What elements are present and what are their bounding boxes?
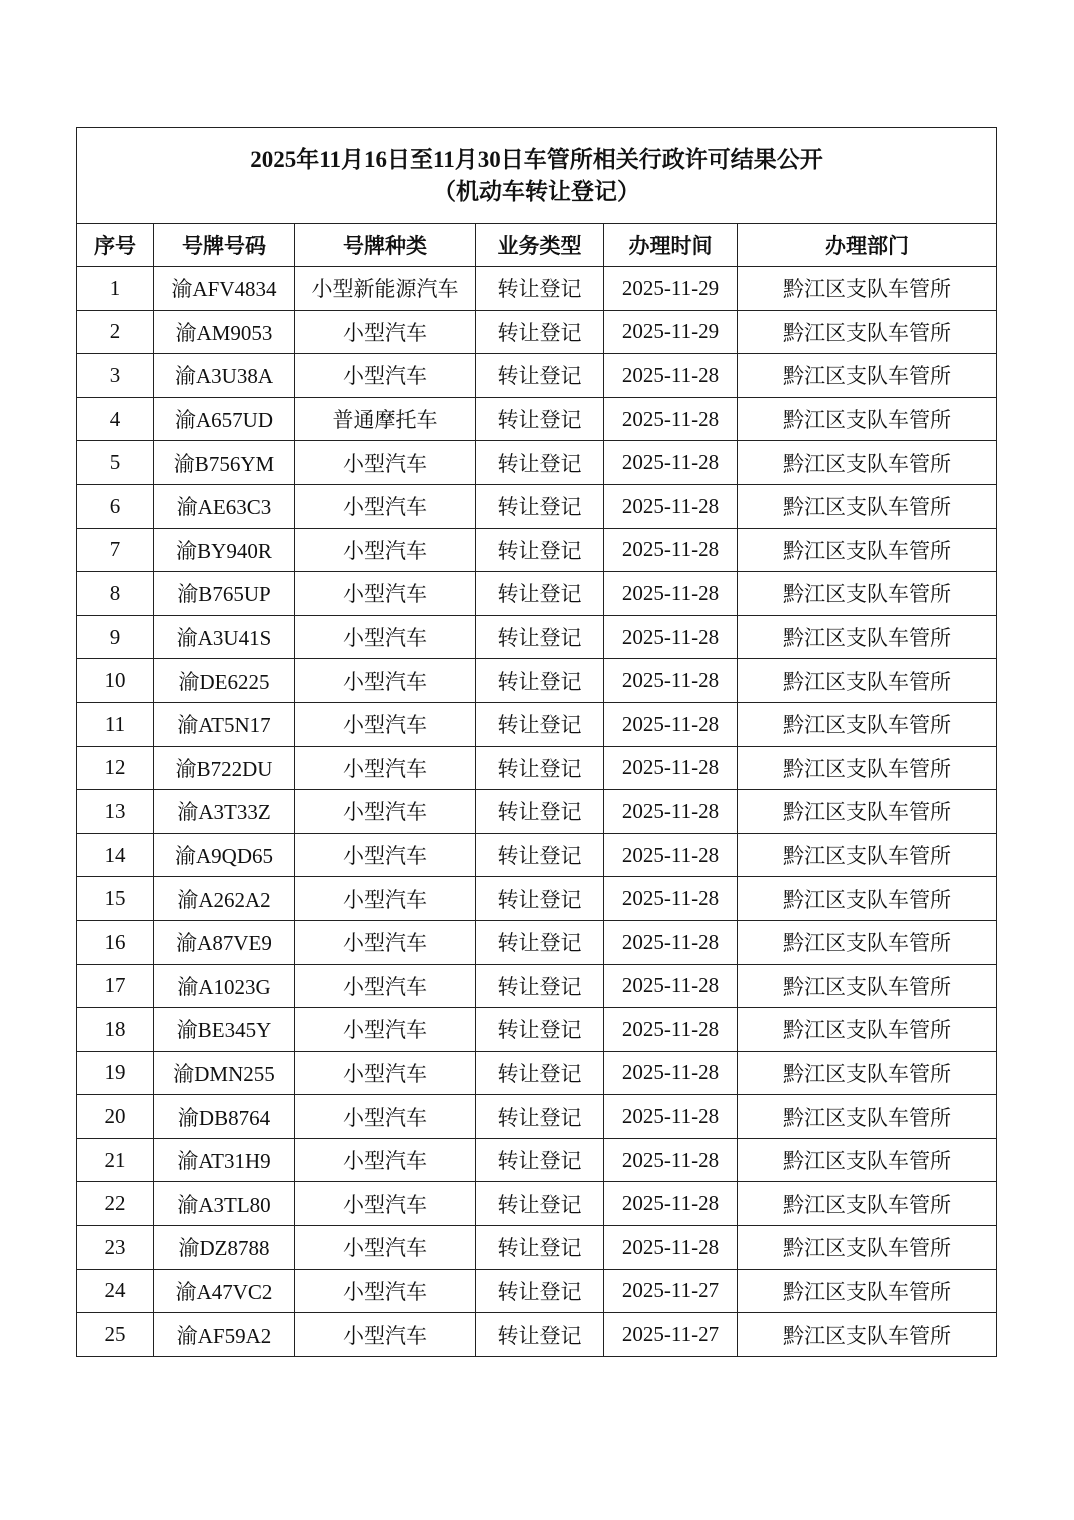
cell-process-time: 2025-11-28 bbox=[604, 964, 738, 1008]
cell-business-type: 转让登记 bbox=[476, 1008, 604, 1052]
cell-plate-type: 小型汽车 bbox=[295, 790, 476, 834]
cell-department: 黔江区支队车管所 bbox=[738, 877, 997, 921]
cell-plate-type: 小型汽车 bbox=[295, 1138, 476, 1182]
cell-business-type: 转让登记 bbox=[476, 877, 604, 921]
cell-process-time: 2025-11-29 bbox=[604, 310, 738, 354]
cell-index: 12 bbox=[77, 746, 154, 790]
cell-index: 13 bbox=[77, 790, 154, 834]
cell-index: 25 bbox=[77, 1313, 154, 1357]
cell-business-type: 转让登记 bbox=[476, 1095, 604, 1139]
table-body bbox=[77, 267, 997, 1357]
cell-process-time: 2025-11-27 bbox=[604, 1269, 738, 1313]
table-row bbox=[77, 790, 997, 834]
cell-plate-number: 渝A657UD bbox=[154, 397, 295, 441]
cell-plate-type: 小型汽车 bbox=[295, 920, 476, 964]
cell-plate-number: 渝A47VC2 bbox=[154, 1269, 295, 1313]
cell-index: 14 bbox=[77, 833, 154, 877]
cell-business-type: 转让登记 bbox=[476, 528, 604, 572]
table-row bbox=[77, 484, 997, 528]
table-row bbox=[77, 833, 997, 877]
cell-plate-type: 小型汽车 bbox=[295, 1226, 476, 1270]
cell-plate-type: 小型汽车 bbox=[295, 964, 476, 1008]
cell-department: 黔江区支队车管所 bbox=[738, 484, 997, 528]
cell-plate-number: 渝DMN255 bbox=[154, 1051, 295, 1095]
cell-department: 黔江区支队车管所 bbox=[738, 790, 997, 834]
cell-process-time: 2025-11-28 bbox=[604, 1008, 738, 1052]
header-process-time: 办理时间 bbox=[604, 224, 738, 267]
cell-department: 黔江区支队车管所 bbox=[738, 1138, 997, 1182]
cell-plate-number: 渝BE345Y bbox=[154, 1008, 295, 1052]
header-business-type: 业务类型 bbox=[476, 224, 604, 267]
table-row bbox=[77, 746, 997, 790]
cell-department: 黔江区支队车管所 bbox=[738, 528, 997, 572]
cell-plate-number: 渝A3T33Z bbox=[154, 790, 295, 834]
cell-department: 黔江区支队车管所 bbox=[738, 397, 997, 441]
cell-index: 5 bbox=[77, 441, 154, 485]
cell-department: 黔江区支队车管所 bbox=[738, 833, 997, 877]
cell-plate-number: 渝AT31H9 bbox=[154, 1138, 295, 1182]
cell-business-type: 转让登记 bbox=[476, 746, 604, 790]
cell-plate-number: 渝A3U38A bbox=[154, 354, 295, 398]
cell-process-time: 2025-11-29 bbox=[604, 267, 738, 311]
cell-index: 24 bbox=[77, 1269, 154, 1313]
cell-index: 20 bbox=[77, 1095, 154, 1139]
registration-table bbox=[76, 127, 997, 1357]
table-row bbox=[77, 1269, 997, 1313]
cell-index: 16 bbox=[77, 920, 154, 964]
cell-process-time: 2025-11-28 bbox=[604, 1138, 738, 1182]
cell-business-type: 转让登记 bbox=[476, 1313, 604, 1357]
cell-plate-number: 渝AE63C3 bbox=[154, 484, 295, 528]
table-row bbox=[77, 920, 997, 964]
cell-process-time: 2025-11-28 bbox=[604, 528, 738, 572]
cell-department: 黔江区支队车管所 bbox=[738, 920, 997, 964]
cell-index: 4 bbox=[77, 397, 154, 441]
cell-plate-number: 渝A3U41S bbox=[154, 615, 295, 659]
cell-plate-type: 小型汽车 bbox=[295, 1051, 476, 1095]
cell-process-time: 2025-11-28 bbox=[604, 746, 738, 790]
table-row bbox=[77, 354, 997, 398]
cell-process-time: 2025-11-28 bbox=[604, 659, 738, 703]
cell-plate-number: 渝BY940R bbox=[154, 528, 295, 572]
cell-process-time: 2025-11-28 bbox=[604, 397, 738, 441]
cell-plate-type: 小型汽车 bbox=[295, 354, 476, 398]
cell-plate-number: 渝A1023G bbox=[154, 964, 295, 1008]
cell-plate-number: 渝B756YM bbox=[154, 441, 295, 485]
cell-process-time: 2025-11-28 bbox=[604, 572, 738, 616]
cell-process-time: 2025-11-28 bbox=[604, 1226, 738, 1270]
cell-index: 18 bbox=[77, 1008, 154, 1052]
cell-plate-number: 渝B722DU bbox=[154, 746, 295, 790]
cell-plate-number: 渝A87VE9 bbox=[154, 920, 295, 964]
cell-plate-type: 小型汽车 bbox=[295, 441, 476, 485]
title-line-2: （机动车转让登记） bbox=[433, 178, 640, 204]
cell-index: 3 bbox=[77, 354, 154, 398]
cell-department: 黔江区支队车管所 bbox=[738, 1095, 997, 1139]
cell-process-time: 2025-11-28 bbox=[604, 702, 738, 746]
table-row bbox=[77, 310, 997, 354]
cell-index: 19 bbox=[77, 1051, 154, 1095]
cell-plate-number: 渝AT5N17 bbox=[154, 702, 295, 746]
cell-plate-type: 普通摩托车 bbox=[295, 397, 476, 441]
cell-process-time: 2025-11-28 bbox=[604, 877, 738, 921]
cell-plate-number: 渝DZ8788 bbox=[154, 1226, 295, 1270]
cell-plate-type: 小型汽车 bbox=[295, 1182, 476, 1226]
table-row bbox=[77, 1095, 997, 1139]
cell-business-type: 转让登记 bbox=[476, 1226, 604, 1270]
cell-business-type: 转让登记 bbox=[476, 354, 604, 398]
cell-plate-type: 小型汽车 bbox=[295, 484, 476, 528]
cell-process-time: 2025-11-27 bbox=[604, 1313, 738, 1357]
table-row bbox=[77, 1182, 997, 1226]
cell-process-time: 2025-11-28 bbox=[604, 833, 738, 877]
cell-department: 黔江区支队车管所 bbox=[738, 441, 997, 485]
cell-department: 黔江区支队车管所 bbox=[738, 659, 997, 703]
header-plate-number: 号牌号码 bbox=[154, 224, 295, 267]
cell-process-time: 2025-11-28 bbox=[604, 441, 738, 485]
cell-plate-number: 渝A262A2 bbox=[154, 877, 295, 921]
cell-business-type: 转让登记 bbox=[476, 1051, 604, 1095]
cell-department: 黔江区支队车管所 bbox=[738, 1313, 997, 1357]
cell-plate-type: 小型汽车 bbox=[295, 1008, 476, 1052]
cell-plate-number: 渝AM9053 bbox=[154, 310, 295, 354]
cell-department: 黔江区支队车管所 bbox=[738, 702, 997, 746]
cell-index: 1 bbox=[77, 267, 154, 311]
cell-business-type: 转让登记 bbox=[476, 1182, 604, 1226]
cell-plate-type: 小型汽车 bbox=[295, 310, 476, 354]
cell-department: 黔江区支队车管所 bbox=[738, 1182, 997, 1226]
table-row bbox=[77, 702, 997, 746]
cell-department: 黔江区支队车管所 bbox=[738, 1269, 997, 1313]
table-row bbox=[77, 1008, 997, 1052]
table-row bbox=[77, 572, 997, 616]
cell-business-type: 转让登记 bbox=[476, 310, 604, 354]
cell-process-time: 2025-11-28 bbox=[604, 1051, 738, 1095]
cell-plate-type: 小型汽车 bbox=[295, 1095, 476, 1139]
table-row bbox=[77, 1226, 997, 1270]
document-title bbox=[77, 128, 997, 224]
cell-plate-type: 小型汽车 bbox=[295, 659, 476, 703]
cell-process-time: 2025-11-28 bbox=[604, 615, 738, 659]
cell-process-time: 2025-11-28 bbox=[604, 790, 738, 834]
cell-index: 10 bbox=[77, 659, 154, 703]
cell-index: 21 bbox=[77, 1138, 154, 1182]
cell-index: 11 bbox=[77, 702, 154, 746]
cell-business-type: 转让登记 bbox=[476, 1138, 604, 1182]
cell-plate-type: 小型汽车 bbox=[295, 1269, 476, 1313]
table-row bbox=[77, 615, 997, 659]
cell-index: 22 bbox=[77, 1182, 154, 1226]
cell-index: 9 bbox=[77, 615, 154, 659]
cell-plate-type: 小型汽车 bbox=[295, 702, 476, 746]
cell-process-time: 2025-11-28 bbox=[604, 920, 738, 964]
table-row bbox=[77, 659, 997, 703]
cell-plate-type: 小型汽车 bbox=[295, 1313, 476, 1357]
cell-process-time: 2025-11-28 bbox=[604, 354, 738, 398]
cell-department: 黔江区支队车管所 bbox=[738, 1226, 997, 1270]
cell-business-type: 转让登记 bbox=[476, 267, 604, 311]
cell-index: 8 bbox=[77, 572, 154, 616]
cell-business-type: 转让登记 bbox=[476, 790, 604, 834]
cell-department: 黔江区支队车管所 bbox=[738, 1051, 997, 1095]
table-row bbox=[77, 877, 997, 921]
header-plate-type: 号牌种类 bbox=[295, 224, 476, 267]
cell-index: 7 bbox=[77, 528, 154, 572]
cell-department: 黔江区支队车管所 bbox=[738, 746, 997, 790]
cell-department: 黔江区支队车管所 bbox=[738, 964, 997, 1008]
cell-plate-type: 小型汽车 bbox=[295, 877, 476, 921]
cell-business-type: 转让登记 bbox=[476, 1269, 604, 1313]
cell-index: 6 bbox=[77, 484, 154, 528]
cell-process-time: 2025-11-28 bbox=[604, 484, 738, 528]
cell-business-type: 转让登记 bbox=[476, 702, 604, 746]
cell-index: 15 bbox=[77, 877, 154, 921]
cell-index: 2 bbox=[77, 310, 154, 354]
table-row bbox=[77, 964, 997, 1008]
table-row bbox=[77, 1051, 997, 1095]
cell-business-type: 转让登记 bbox=[476, 659, 604, 703]
cell-plate-type: 小型汽车 bbox=[295, 615, 476, 659]
cell-plate-number: 渝AF59A2 bbox=[154, 1313, 295, 1357]
cell-plate-number: 渝A9QD65 bbox=[154, 833, 295, 877]
cell-department: 黔江区支队车管所 bbox=[738, 1008, 997, 1052]
cell-department: 黔江区支队车管所 bbox=[738, 267, 997, 311]
table-row bbox=[77, 1138, 997, 1182]
cell-plate-type: 小型汽车 bbox=[295, 746, 476, 790]
title-line-1: 2025年11月16日至11月30日车管所相关行政许可结果公开 bbox=[250, 146, 823, 172]
cell-department: 黔江区支队车管所 bbox=[738, 354, 997, 398]
cell-plate-number: 渝AFV4834 bbox=[154, 267, 295, 311]
cell-plate-type: 小型新能源汽车 bbox=[295, 267, 476, 311]
cell-department: 黔江区支队车管所 bbox=[738, 615, 997, 659]
cell-plate-number: 渝A3TL80 bbox=[154, 1182, 295, 1226]
cell-plate-type: 小型汽车 bbox=[295, 833, 476, 877]
cell-process-time: 2025-11-28 bbox=[604, 1182, 738, 1226]
cell-business-type: 转让登记 bbox=[476, 615, 604, 659]
cell-plate-number: 渝DB8764 bbox=[154, 1095, 295, 1139]
cell-plate-number: 渝DE6225 bbox=[154, 659, 295, 703]
cell-business-type: 转让登记 bbox=[476, 397, 604, 441]
cell-plate-type: 小型汽车 bbox=[295, 572, 476, 616]
table-row bbox=[77, 441, 997, 485]
header-index: 序号 bbox=[77, 224, 154, 267]
cell-business-type: 转让登记 bbox=[476, 964, 604, 1008]
cell-plate-number: 渝B765UP bbox=[154, 572, 295, 616]
cell-business-type: 转让登记 bbox=[476, 484, 604, 528]
cell-index: 17 bbox=[77, 964, 154, 1008]
cell-business-type: 转让登记 bbox=[476, 572, 604, 616]
header-row bbox=[77, 224, 997, 267]
table-row bbox=[77, 1313, 997, 1357]
table-row bbox=[77, 267, 997, 311]
cell-department: 黔江区支队车管所 bbox=[738, 572, 997, 616]
table-row bbox=[77, 528, 997, 572]
cell-department: 黔江区支队车管所 bbox=[738, 310, 997, 354]
cell-index: 23 bbox=[77, 1226, 154, 1270]
cell-business-type: 转让登记 bbox=[476, 441, 604, 485]
cell-business-type: 转让登记 bbox=[476, 833, 604, 877]
cell-plate-type: 小型汽车 bbox=[295, 528, 476, 572]
cell-process-time: 2025-11-28 bbox=[604, 1095, 738, 1139]
header-department: 办理部门 bbox=[738, 224, 997, 267]
cell-business-type: 转让登记 bbox=[476, 920, 604, 964]
table-row bbox=[77, 397, 997, 441]
